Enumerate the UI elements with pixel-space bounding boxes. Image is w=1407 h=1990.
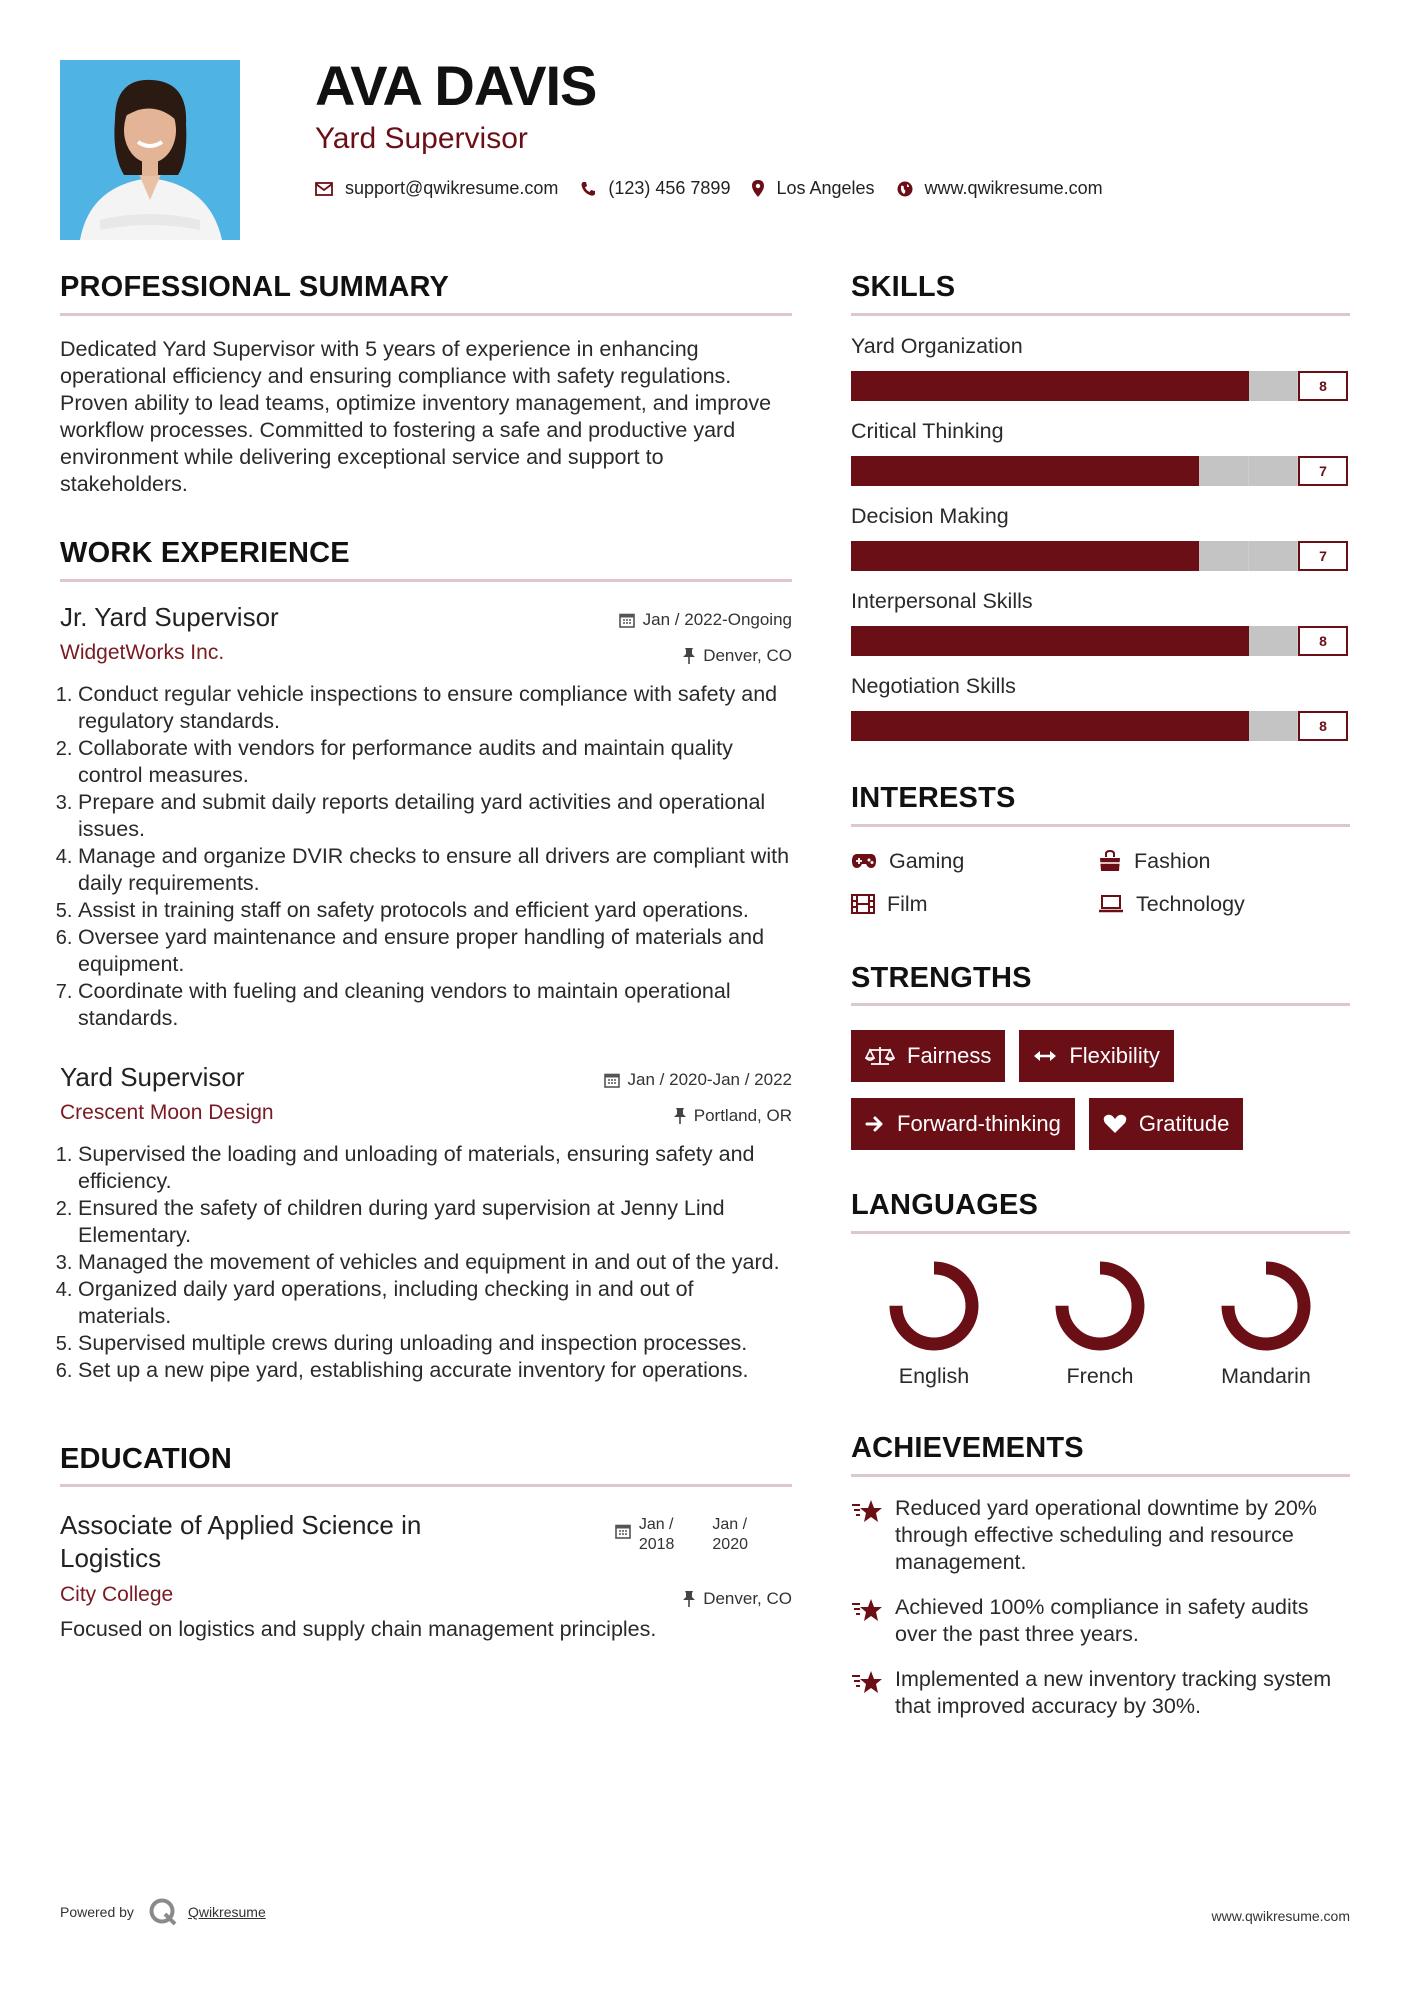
interest-item xyxy=(1098,849,1348,874)
skill-fill xyxy=(851,456,1199,486)
language-ring xyxy=(1220,1260,1312,1352)
skill-segment xyxy=(1249,456,1299,486)
education-description: Focused on logistics and supply chain management principles. xyxy=(60,1617,657,1642)
laptop-icon xyxy=(1098,895,1124,913)
footer-website[interactable]: www.qwikresume.com xyxy=(1211,1908,1350,1924)
interests-list xyxy=(851,849,1350,917)
skill-level-badge: 8 xyxy=(1298,626,1348,656)
skill-level-badge: 7 xyxy=(1298,541,1348,571)
skill-level-badge: 8 xyxy=(1298,711,1348,741)
job-company: WidgetWorks Inc. xyxy=(60,640,225,664)
portrait-illustration xyxy=(60,60,240,240)
languages-list xyxy=(851,1260,1350,1389)
strength-label: Flexibility xyxy=(1069,1043,1160,1069)
list-item: 5. Supervised multiple crews during unloading and inspection processes. xyxy=(78,1330,792,1357)
arrows-horizontal-icon xyxy=(1033,1049,1057,1063)
candidate-name: AVA DAVIS xyxy=(315,54,597,117)
skill-segment xyxy=(1199,456,1249,486)
skill-segment xyxy=(1249,626,1299,656)
education-location xyxy=(683,1589,792,1609)
skill-bar xyxy=(851,626,1348,656)
section-divider xyxy=(60,1484,792,1487)
list-item: 1. Supervised the loading and unloading of materials, ensuring safety and efficiency. xyxy=(78,1141,792,1195)
achievements-heading: ACHIEVEMENTS xyxy=(851,1432,1084,1465)
film-icon xyxy=(851,894,875,914)
list-item: 2. Collaborate with vendors for performance audits and maintain quality control measures. xyxy=(78,735,792,789)
languages-heading: LANGUAGES xyxy=(851,1189,1039,1222)
skill-bar xyxy=(851,456,1348,486)
job-dates-text: Jan / 2020-Jan / 2022 xyxy=(627,1069,792,1089)
job-dates xyxy=(604,1070,792,1090)
list-item: 1. Conduct regular vehicle inspections to ensure compliance with safety and regulatory standards. xyxy=(78,681,792,735)
summary-section xyxy=(60,270,792,498)
skill-bar xyxy=(851,541,1348,571)
calendar-icon xyxy=(615,1523,631,1539)
strength-label: Gratitude xyxy=(1138,1111,1230,1137)
skill-label: Negotiation Skills xyxy=(851,673,1016,698)
education-section xyxy=(60,1442,792,1643)
qwikresume-link[interactable]: Qwikresume xyxy=(187,1904,266,1920)
summary-text: Dedicated Yard Supervisor with 5 years of experience in enhancing operational efficiency and ensuring compliance with safety regulations. Proven ability to lead teams, optimize inventory management, and improve workflow processes. Committed to fostering a safe and productive yard environment while delivering exceptional service and support to stakeholders. xyxy=(60,336,772,496)
job-location-text: Portland, OR xyxy=(693,1105,792,1125)
education-location-text: Denver, CO xyxy=(703,1589,792,1609)
summary-heading: PROFESSIONAL SUMMARY xyxy=(60,271,450,303)
school: City College xyxy=(60,1583,174,1607)
strength-tag xyxy=(1019,1030,1173,1082)
skill-fill xyxy=(851,371,1249,401)
envelope-icon xyxy=(315,182,333,196)
language-item xyxy=(1017,1260,1183,1389)
skill-label: Interpersonal Skills xyxy=(851,588,1033,613)
contact-website[interactable] xyxy=(897,178,1103,199)
skill-level-badge: 8 xyxy=(1298,371,1348,401)
list-item: 2. Ensured the safety of children during yard supervision at Jenny Lind Elementary. xyxy=(78,1195,792,1249)
skill-label: Yard Organization xyxy=(851,333,1023,358)
balance-scale-icon xyxy=(865,1045,895,1067)
skills-section xyxy=(851,270,1350,741)
achievement-text: Reduced yard operational downtime by 20% through effective scheduling and resource management. xyxy=(895,1495,1317,1574)
education-start xyxy=(639,1515,675,1555)
education-end-month: Jan / xyxy=(712,1516,748,1534)
skill-item xyxy=(851,504,1350,571)
strengths-heading: STRENGTHS xyxy=(851,961,1032,994)
job-entry xyxy=(60,1062,792,1384)
pushpin-icon xyxy=(683,1591,695,1607)
strength-tag xyxy=(1089,1098,1244,1150)
list-item: 3. Managed the movement of vehicles and equipment in and out of the yard. xyxy=(78,1249,792,1276)
job-dates xyxy=(619,610,792,630)
language-ring xyxy=(888,1260,980,1352)
skill-label: Decision Making xyxy=(851,503,1009,528)
language-label: English xyxy=(898,1364,970,1389)
contact-phone[interactable] xyxy=(580,178,730,199)
education-start-month: Jan / xyxy=(638,1516,674,1534)
pushpin-icon xyxy=(683,648,695,664)
language-item xyxy=(851,1260,1017,1389)
contact-location xyxy=(752,178,874,199)
list-item: 5. Assist in training staff on safety protocols and efficient yard operations. xyxy=(78,897,792,924)
skill-item xyxy=(851,334,1350,401)
list-item: 7. Coordinate with fueling and cleaning vendors to maintain operational standards. xyxy=(78,978,792,1032)
achievement-text: Achieved 100% compliance in safety audits over the past three years. xyxy=(895,1594,1309,1646)
section-divider xyxy=(60,313,792,316)
language-label: Mandarin xyxy=(1221,1364,1311,1389)
candidate-title: Yard Supervisor xyxy=(315,122,528,155)
skill-item xyxy=(851,419,1350,486)
achievement-text: Implemented a new inventory tracking system that improved accuracy by 30%. xyxy=(895,1666,1332,1718)
skills-list xyxy=(851,334,1350,741)
list-item: 4. Organized daily yard operations, including checking in and out of materials. xyxy=(78,1276,792,1330)
gamepad-icon xyxy=(851,853,877,869)
achievement-item xyxy=(851,1666,1350,1720)
phone-text: (123) 456 7899 xyxy=(608,178,731,198)
skills-heading: SKILLS xyxy=(851,271,956,303)
section-divider xyxy=(60,579,792,582)
degree: Associate of Applied Science in Logistics xyxy=(60,1510,422,1574)
email-text: support@qwikresume.com xyxy=(345,178,559,198)
interest-item xyxy=(1098,892,1348,917)
interest-item xyxy=(851,892,1098,917)
strength-tag xyxy=(851,1030,1005,1082)
list-item: 6. Oversee yard maintenance and ensure proper handling of materials and equipment. xyxy=(78,924,792,978)
footer-powered-by xyxy=(60,1897,266,1927)
star-award-icon xyxy=(851,1670,883,1696)
qwikresume-logo-icon xyxy=(148,1897,178,1927)
languages-section xyxy=(851,1188,1350,1389)
job-dates-text: Jan / 2022-Ongoing xyxy=(642,609,792,629)
pushpin-icon xyxy=(674,1108,686,1124)
interests-heading: INTERESTS xyxy=(851,781,1016,814)
heart-icon xyxy=(1103,1114,1127,1134)
website-text: www.qwikresume.com xyxy=(924,178,1103,198)
list-item: 4. Manage and organize DVIR checks to ensure all drivers are compliant with daily requirements. xyxy=(78,843,792,897)
education-heading: EDUCATION xyxy=(60,1442,233,1475)
achievement-item xyxy=(851,1495,1350,1576)
skill-bar xyxy=(851,371,1348,401)
bag-icon xyxy=(1098,850,1122,872)
contact-bar xyxy=(315,178,1125,199)
interest-label: Technology xyxy=(1136,891,1245,916)
arrow-right-icon xyxy=(865,1115,885,1133)
skill-fill xyxy=(851,626,1249,656)
skill-segment xyxy=(1249,371,1299,401)
education-dates xyxy=(615,1515,748,1555)
star-award-icon xyxy=(851,1598,883,1624)
skill-item xyxy=(851,674,1350,741)
globe-icon xyxy=(897,181,913,197)
interest-label: Gaming xyxy=(889,848,965,873)
right-column xyxy=(851,270,1350,1720)
interest-label: Fashion xyxy=(1134,848,1211,873)
skill-bar xyxy=(851,711,1348,741)
calendar-icon xyxy=(619,612,635,628)
star-award-icon xyxy=(851,1499,883,1525)
skill-fill xyxy=(851,711,1249,741)
section-divider xyxy=(851,824,1350,827)
experience-section xyxy=(60,536,792,1384)
strength-tag xyxy=(851,1098,1075,1150)
education-entry xyxy=(60,1509,792,1642)
language-label: French xyxy=(1066,1364,1134,1389)
profile-photo xyxy=(60,60,240,240)
job-role: Jr. Yard Supervisor xyxy=(60,601,279,632)
job-company: Crescent Moon Design xyxy=(60,1100,274,1124)
education-end-year: 2020 xyxy=(712,1536,748,1554)
job-bullets xyxy=(60,1141,792,1384)
job-role: Yard Supervisor xyxy=(60,1061,245,1092)
job-bullets xyxy=(60,681,792,1032)
phone-icon xyxy=(580,181,596,197)
contact-email[interactable] xyxy=(315,178,558,199)
section-divider xyxy=(851,1003,1350,1006)
section-divider xyxy=(851,1474,1350,1477)
strengths-list xyxy=(851,1030,1350,1150)
left-column xyxy=(60,270,792,1642)
map-pin-icon xyxy=(752,180,764,197)
strength-label: Fairness xyxy=(907,1043,992,1069)
achievement-item xyxy=(851,1594,1350,1648)
interest-item xyxy=(851,849,1098,874)
skill-label: Critical Thinking xyxy=(851,418,1004,443)
section-divider xyxy=(851,313,1350,316)
section-divider xyxy=(851,1231,1350,1234)
powered-by-text: Powered by xyxy=(60,1904,134,1920)
skill-fill xyxy=(851,541,1199,571)
job-entry xyxy=(60,602,792,1032)
education-end xyxy=(712,1515,748,1555)
strengths-section xyxy=(851,961,1350,1151)
skill-level-badge: 7 xyxy=(1298,456,1348,486)
interests-section xyxy=(851,781,1350,917)
skill-segment xyxy=(1249,541,1299,571)
job-location xyxy=(683,646,792,666)
experience-heading: WORK EXPERIENCE xyxy=(60,536,350,569)
language-ring xyxy=(1054,1260,1146,1352)
strength-label: Forward-thinking xyxy=(897,1111,1061,1137)
calendar-icon xyxy=(604,1072,620,1088)
interest-label: Film xyxy=(887,891,928,916)
job-location-text: Denver, CO xyxy=(703,645,792,665)
education-start-year: 2018 xyxy=(638,1536,675,1554)
language-item xyxy=(1183,1260,1349,1389)
list-item: 3. Prepare and submit daily reports detailing yard activities and operational issues. xyxy=(78,789,792,843)
list-item: 6. Set up a new pipe yard, establishing accurate inventory for operations. xyxy=(78,1357,792,1384)
skill-item xyxy=(851,589,1350,656)
achievements-section xyxy=(851,1431,1350,1720)
skill-segment xyxy=(1249,711,1299,741)
location-text: Los Angeles xyxy=(776,178,875,198)
job-location xyxy=(674,1106,792,1126)
skill-segment xyxy=(1199,541,1249,571)
